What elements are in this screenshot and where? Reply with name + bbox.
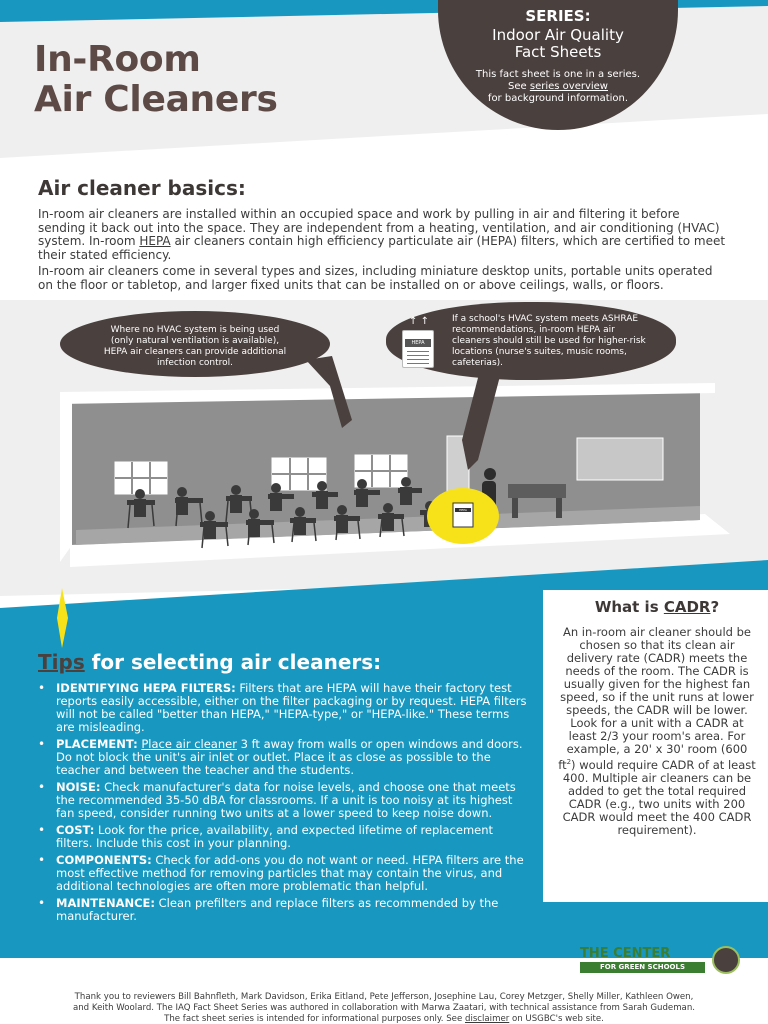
cadr-body-text-2: ) would require CADR of at least 400. Multiple air cleaners can be added to get the total required CADR (e.g., two units with 200 CADR would meet the 400 CADR requirement). (562, 757, 756, 837)
tip-text: Check for add-ons you do not want or need. HEPA filters are the most effective method for removing particles that may contain the virus, and additional technologies are often more problematic than helpful. (56, 853, 524, 893)
footer-line3-text: The fact sheet series is intended for informational purposes only. See (164, 1014, 465, 1024)
footer-credits (0, 992, 768, 1024)
tips-heading (38, 650, 381, 674)
page-title-line1: In-Room (34, 39, 201, 80)
tip-label: COST: (56, 823, 95, 837)
basics-heading: Air cleaner basics: (38, 176, 246, 200)
basics-paragraph-2: In-room air cleaners come in several types and sizes, including miniature desktop units, portable units operated on the floor or tabletop, and larger fixed units that can be installed on or above ceilings, walls, or floors. (38, 264, 713, 292)
cadr-superscript: 2 (566, 758, 572, 766)
cadr-heading (550, 598, 764, 616)
tip-item-cost (38, 824, 528, 850)
tip-text: Check manufacturer's data for noise levels, and choose one that meets the recommended 35-50 dBA for classrooms. If a unit is too noisy at its highest fan speed, consider running two units at a lower speed to keep noise down. (56, 780, 516, 820)
cadr-body-text: An in-room air cleaner should be chosen so that its clean air delivery rate (CADR) meets the needs of the room. The CADR is usually given for the highest fan speed, so if the unit runs at lower speeds, the CADR will be lower. Look for a unit with a CADR at least 2/3 your room's area. For example, a 20' x 30' room (600 ft (558, 625, 754, 772)
basics-p1-text: In-room air cleaners are installed within an occupied space and work by pulling in air and filtering it before sending it back out into the space. They are independent from a heating, ventilation, and air conditioning (HVAC) system. In-room (38, 207, 720, 248)
footer-line2: and Keith Woolard. The IAQ Fact Sheet Series was authored in collaboration with Marwa Zaatari, with technical assistance from Sarah Gudeman. (72, 1003, 696, 1013)
airflow-arrows-icon: ↑ ↑ (409, 316, 429, 327)
classroom-hepa-unit-label: HEPA (459, 508, 467, 512)
callout-hvac-system: If a school's HVAC system meets ASHRAE recommendations, in-room HEPA air cleaners should still be used for higher-risk locations (nurse's suites, music rooms, cafeterias). (386, 302, 676, 380)
footer-line1: Thank you to reviewers Bill Bahnfleth, Mark Davidson, Erika Eitland, Pete Jefferson, Josephine Lau, Corey Metzger, Shelly Miller, Kathleen Owen, (74, 992, 694, 1002)
tip-label: NOISE: (56, 780, 101, 794)
series-note (468, 69, 648, 105)
series-name-line1: Indoor Air Quality (492, 26, 624, 44)
tip-item-maintenance (38, 897, 528, 923)
tip-item-placement (38, 738, 528, 777)
center-for-green-schools-logo (578, 946, 746, 976)
basics-paragraph-1 (38, 208, 728, 262)
series-overview-link[interactable]: series overview (529, 81, 608, 92)
footer-line3-text-2: on USGBC's web site. (509, 1014, 604, 1024)
callout-natural-ventilation: Where no HVAC system is being used (only natural ventilation is available), HEPA air cleaners can provide additional infection control. (60, 311, 330, 377)
tip-text: 3 ft away from walls or open windows and doors. Do not block the unit's air inlet or outlet. Place it as close as possible to the teacher and between the teacher and the students. (56, 737, 523, 777)
hepa-unit-label: HEPA (405, 339, 431, 347)
cadr-heading-q: ? (710, 598, 720, 616)
series-label: SERIES: (525, 7, 591, 25)
cadr-info-box (550, 590, 764, 902)
series-note-text-2: for background information. (487, 93, 629, 104)
usgbc-seal-icon (712, 946, 740, 974)
tips-heading-word: Tips (38, 650, 85, 674)
tip-item-noise (38, 781, 528, 820)
logo-line1: THE CENTER (580, 946, 671, 961)
tips-list (38, 682, 528, 927)
basics-p1-text-2: air cleaners contain high efficiency particulate air (HEPA) filters, which are certified to meet their stated efficiency. (38, 234, 726, 262)
hepa-link[interactable]: HEPA (139, 234, 171, 248)
tip-label: MAINTENANCE: (56, 896, 155, 910)
tip-item-components (38, 854, 528, 893)
series-name-line2: Fact Sheets (514, 43, 602, 61)
page-title-line2: Air Cleaners (34, 79, 278, 120)
tip-text: Filters that are HEPA will have their factory test reports easily accessible, either on the filter packaging or by request. HEPA filters will not be called "better than HEPA," "HEPA-type," or "HEPA-like." These terms are misleading. (56, 681, 527, 734)
page-title (34, 40, 278, 120)
tip-label: COMPONENTS: (56, 853, 152, 867)
tip-label: PLACEMENT: (56, 737, 138, 751)
series-name (438, 27, 678, 61)
tip-item-hepa-filters (38, 682, 528, 734)
place-air-cleaner-link[interactable]: Place air cleaner (141, 737, 237, 751)
disclaimer-link[interactable]: disclaimer (464, 1014, 510, 1024)
hepa-unit-icon (402, 330, 434, 368)
tip-text: Clean prefilters and replace filters as recommended by the manufacturer. (56, 896, 499, 923)
logo-line2: FOR GREEN SCHOOLS (580, 962, 705, 973)
cadr-link[interactable]: CADR (663, 598, 711, 616)
cadr-body (558, 626, 756, 837)
tip-label: IDENTIFYING HEPA FILTERS: (56, 681, 236, 695)
footer-line3 (0, 1014, 768, 1024)
cadr-heading-text: What is (594, 598, 664, 616)
series-note-text: This fact sheet is one in a series. (475, 69, 641, 80)
series-note-see: See (508, 81, 527, 92)
tip-text: Look for the price, availability, and expected lifetime of replacement filters. Include this cost in your planning. (56, 823, 494, 850)
tips-heading-rest: for selecting air cleaners: (84, 650, 382, 674)
